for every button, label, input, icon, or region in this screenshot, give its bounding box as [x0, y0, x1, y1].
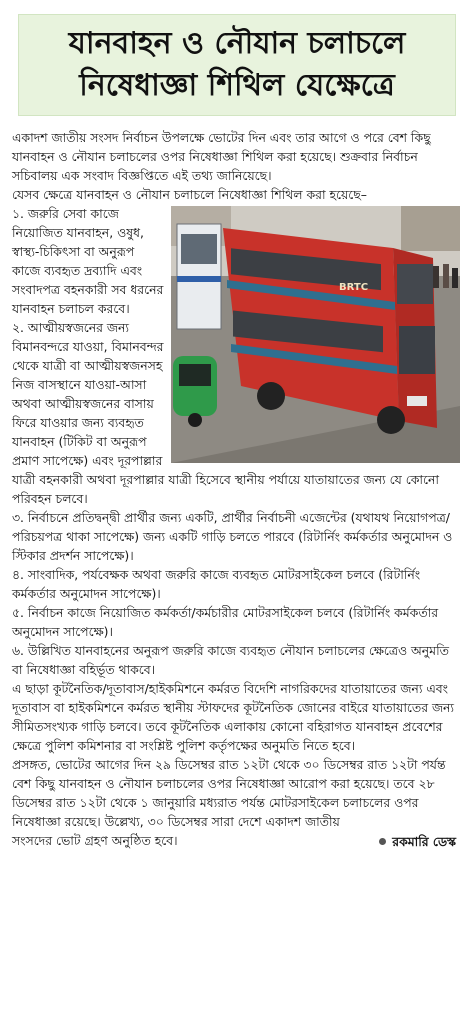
diplomatic-paragraph: এ ছাড়া কূটনৈতিক/দূতাবাস/হাইকমিশনে কর্মরত বিদেশি নাগরিকদের যাতায়াতের জন্য এবং দূতাবাস বা হাইকমিশনে কর্মরত স্থানীয় স্টাফদের কূটনৈতিক জোনের বাইরে যাতায়াতের জন্য সীমিতসংখ্যক গাড়ি চলবে। তবে কূটনৈতিক এলাকায় কোনো বহিরাগত যানবাহন প্রবেশের ক্ষেত্রে পুলিশ কমিশনার বা সংশ্লিষ্ট পুলিশ কর্তৃপক্ষের অনুমতি নিতে হবে।: [12, 681, 455, 753]
item-6: ৬. উল্লিখিত যানবাহনের অনুরূপ জরুরি কাজে ব্যবহৃত নৌযান চলাচলের ক্ষেত্রেও অনুমতি বা নিষেধাজ্ঞা বহির্ভূত থাকবে।: [12, 643, 449, 677]
headline-line-1: যানবাহন ও নৌযান চলাচলে: [68, 26, 406, 61]
intro-paragraph: একাদশ জাতীয় সংসদ নির্বাচন উপলক্ষে ভোটের দিন এবং তার আগে ও পরে বেশ কিছু যানবাহন ও নৌযান চলাচলের ওপর নিষেধাজ্ঞা শিথিল করা হয়েছে। শুক্রবার নির্বাচন সচিবালয় এক সংবাদ বিজ্ঞপ্তিতে এই তথ্য জানিয়েছে।: [12, 130, 431, 183]
article-body: [12, 128, 456, 851]
byline-row: [379, 832, 456, 851]
lead-paragraph: যেসব ক্ষেত্রে যানবাহন ও নৌযান চলাচলে নিষেধাজ্ঞা শিথিল করা হয়েছে–: [12, 187, 367, 202]
bullet-dot-icon: [379, 838, 386, 845]
bus-photo: [171, 206, 460, 463]
closing-last-row: [12, 831, 456, 851]
item-5: ৫. নির্বাচন কাজে নিয়োজিত কর্মকর্তা/কর্মচারীর মোটরসাইকেল চলবে (রিটার্নিং কর্মকর্তার অনুমোদন সাপেক্ষে)।: [12, 605, 439, 639]
item-3: ৩. নির্বাচনে প্রতিদ্বন্দ্বী প্রার্থীর জন্য একটি, প্রার্থীর নির্বাচনী এজেন্টের (যথাযথ নিয়োগপত্র/পরিচয়পত্র থাকা সাপেক্ষে) জন্য একটি গাড়ি চলতে পারবে (রিটার্নিং কর্মকর্তার অনুমোদন ও স্টিকার প্রদর্শন সাপেক্ষে)।: [12, 510, 453, 563]
item-1: ১. জরুরি সেবা কাজে নিয়োজিত যানবাহন, ওষুধ, স্বাস্থ্য-চিকিৎসা বা অনুরূপ কাজে ব্যবহৃত দ্রব্যাদি এবং সংবাদপত্র বহনকারী সব ধরনের যানবাহন চলাচল করবে।: [12, 206, 164, 316]
item-4: ৪. সাংবাদিক, পর্যবেক্ষক অথবা জরুরি কাজে ব্যবহৃত মোটরসাইকেল চলবে (রিটার্নিং কর্মকর্তার অনুমোদন সাপেক্ষে)।: [12, 567, 421, 601]
headline-line-2: নিষেধাজ্ঞা শিথিল যেক্ষেত্রে: [79, 68, 395, 103]
byline: রকমারি ডেস্ক: [392, 834, 456, 849]
closing-paragraph: প্রসঙ্গত, ভোটের আগের দিন ২৯ ডিসেম্বর রাত ১২টা থেকে ৩০ ডিসেম্বর রাত ১২টা পর্যন্ত বেশ কিছু যানবাহন ও নৌযান চলাচলের ওপর নিষেধাজ্ঞা আরোপ করা হয়েছে। তবে ২৮ ডিসেম্বর রাত ১২টা থেকে ১ জানুয়ারি মধ্যরাত পর্যন্ত মোটরসাইকেল চলাচলের ওপর নিষেধাজ্ঞা রয়েছে। উল্লেখ্য, ৩০ ডিসেম্বর সারা দেশে একাদশ জাতীয়: [12, 757, 446, 829]
headline-box: [18, 14, 456, 116]
street-bus-illustration: [171, 206, 460, 463]
bus-brand-label: BRTC: [339, 282, 369, 293]
closing-tail: সংসদের ভোট গ্রহণ অনুষ্ঠিত হবে।: [12, 833, 178, 848]
item-2: ২. আত্মীয়স্বজনের জন্য বিমানবন্দরে যাওয়া, বিমানবন্দর থেকে যাত্রী বা আত্মীয়স্বজনসহ নিজ বাসস্থানে যাওয়া-আসা অথবা আত্মীয়স্বজনের বাসায় ফিরে যাওয়ার জন্য ব্যবহৃত যানবাহন (টিকিট বা অনুরূপ প্রমাণ সাপেক্ষে) এবং দূরপাল্লার যাত্রী বহনকারী অথবা দূরপাল্লার যাত্রী হিসেবে স্থানীয় পর্যায়ে যাতায়াতের জন্য যে কোনো পরিবহন চলবে।: [12, 320, 439, 506]
